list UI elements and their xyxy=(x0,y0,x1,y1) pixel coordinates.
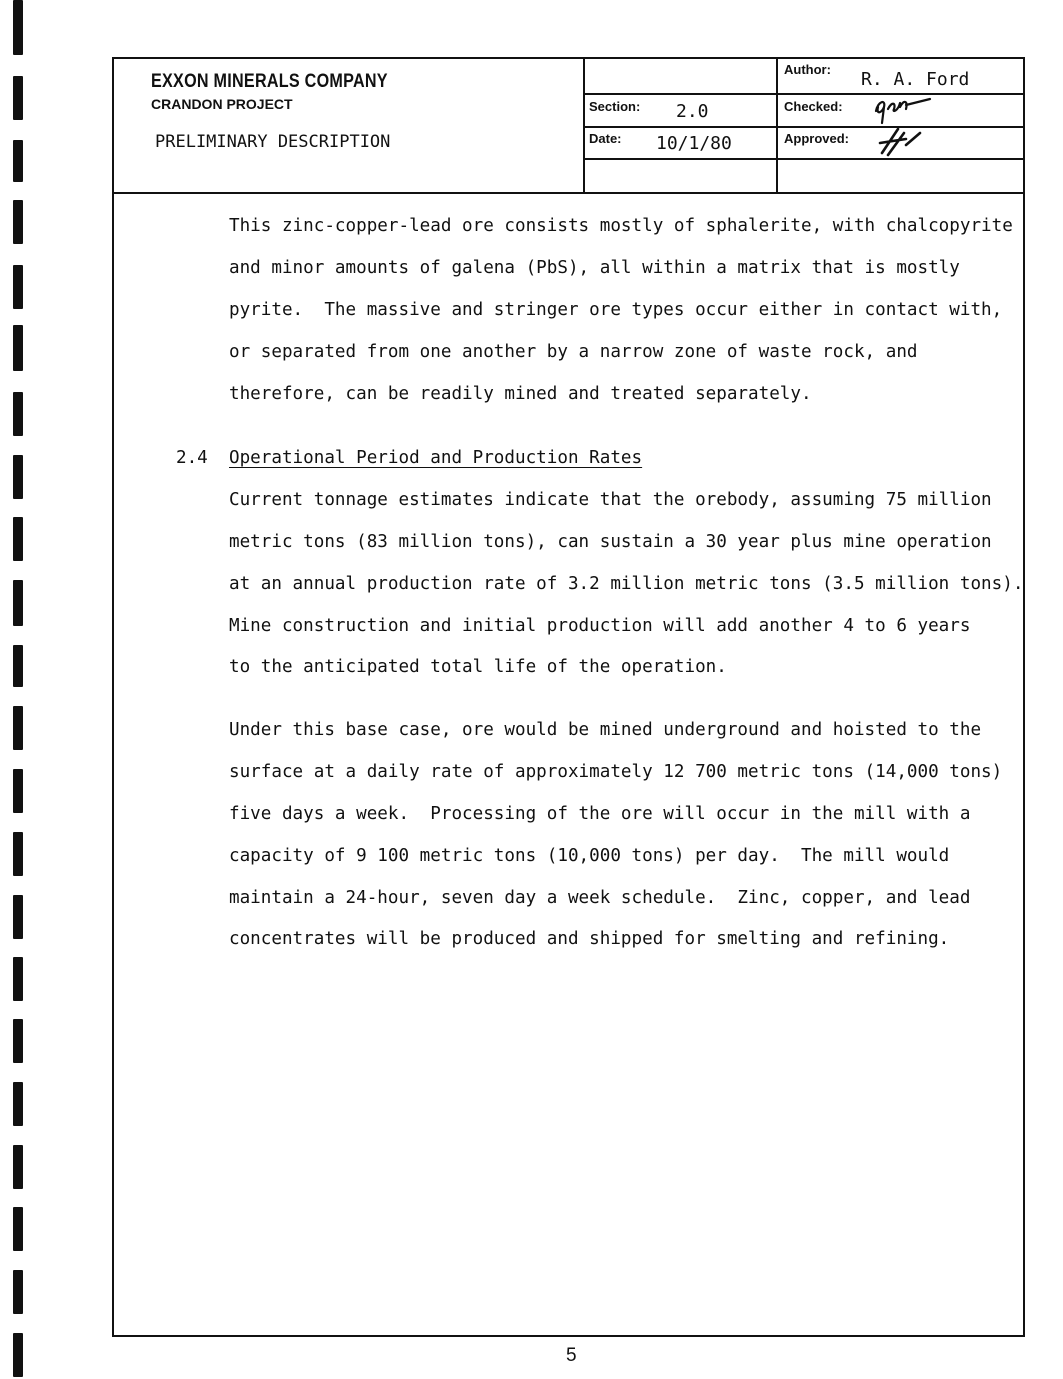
date-value: 10/1/80 xyxy=(656,133,732,154)
project-name: CRANDON PROJECT xyxy=(151,96,293,112)
paragraph-1-line: pyrite. The massive and stringer ore types occur either in contact with, xyxy=(229,300,1003,320)
paragraph-3-line: maintain a 24-hour, seven day a week schedule. Zinc, copper, and lead xyxy=(229,888,971,908)
paragraph-2-line: Current tonnage estimates indicate that the orebody, assuming 75 million xyxy=(229,490,992,510)
paragraph-2-line: at an annual production rate of 3.2 million metric tons (3.5 million tons). xyxy=(229,574,1024,594)
paragraph-1-line: therefore, can be readily mined and treated separately. xyxy=(229,384,812,404)
checked-initials-signature xyxy=(870,93,938,125)
paragraph-2-line: to the anticipated total life of the operation. xyxy=(229,657,727,677)
title-block xyxy=(114,59,1023,194)
approved-label: Approved: xyxy=(784,131,849,146)
page-frame xyxy=(112,57,1025,1337)
author-label: Author: xyxy=(784,62,831,77)
author-value: R. A. Ford xyxy=(861,69,970,90)
company-name: EXXON MINERALS COMPANY xyxy=(151,71,388,92)
paragraph-3-line: concentrates will be produced and shipped for smelting and refining. xyxy=(229,929,950,949)
section-label: Section: xyxy=(589,99,641,114)
section-heading: Operational Period and Production Rates xyxy=(229,448,643,468)
paragraph-3-line: Under this base case, ore would be mined underground and hoisted to the xyxy=(229,720,982,740)
approved-initials-signature xyxy=(876,123,926,163)
checked-label: Checked: xyxy=(784,99,843,114)
paragraph-1-line: and minor amounts of galena (PbS), all within a matrix that is mostly xyxy=(229,258,960,278)
section-value: 2.0 xyxy=(676,101,709,122)
paragraph-2-line: Mine construction and initial production will add another 4 to 6 years xyxy=(229,616,971,636)
paragraph-2-line: metric tons (83 million tons), can sustain a 30 year plus mine operation xyxy=(229,532,992,552)
paragraph-3-line: capacity of 9 100 metric tons (10,000 tons) per day. The mill would xyxy=(229,846,950,866)
paragraph-3-line: surface at a daily rate of approximately 12 700 metric tons (14,000 tons) xyxy=(229,762,1003,782)
date-label: Date: xyxy=(589,131,622,146)
document-type: PRELIMINARY DESCRIPTION xyxy=(155,132,391,152)
section-number: 2.4 xyxy=(176,448,208,468)
paragraph-3-line: five days a week. Processing of the ore will occur in the mill with a xyxy=(229,804,971,824)
page-number: 5 xyxy=(566,1345,577,1366)
paragraph-1-line: or separated from one another by a narrow zone of waste rock, and xyxy=(229,342,918,362)
paragraph-1-line: This zinc-copper-lead ore consists mostly of sphalerite, with chalcopyrite xyxy=(229,216,1013,236)
